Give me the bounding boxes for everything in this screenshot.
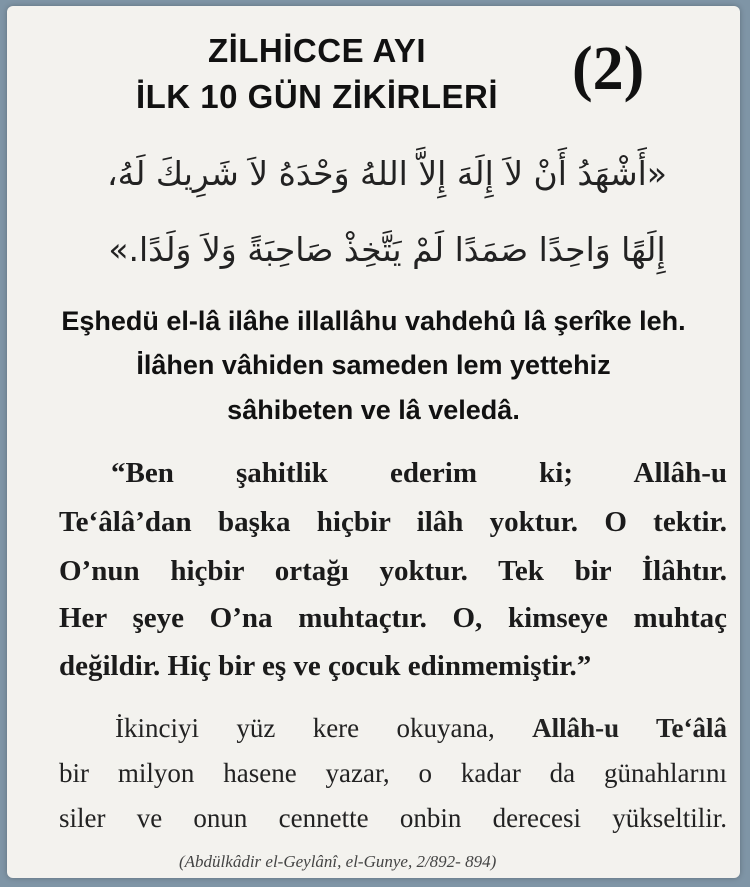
virtue-line-1-text: İkinciyi yüz kere okuyana, bbox=[115, 713, 533, 743]
transliteration-line-1: Eşhedü el-lâ ilâhe illallâhu vahdehû lâ şerîke leh. bbox=[61, 306, 686, 336]
zikir-card bbox=[7, 6, 740, 878]
meaning-line-1: “Ben şahitlik ederim ki; Allâh-u bbox=[111, 457, 727, 489]
title-line-2: İLK 10 GÜN ZİKİRLERİ bbox=[135, 78, 499, 115]
virtue-line-2: bir milyon hasene yazar, o kadar da günahlarını bbox=[59, 758, 727, 788]
zikir-number: (2) bbox=[572, 35, 645, 103]
transliteration-line-2: İlâhen vâhiden sameden lem yettehiz bbox=[136, 350, 611, 380]
title-line-1: ZİLHİCCE AYI bbox=[207, 32, 427, 69]
virtue-line-1-emphasis: Allâh-u Te‘âlâ bbox=[532, 713, 728, 743]
virtue-line-1 bbox=[115, 713, 727, 744]
meaning-line-3: O’nun hiçbir ortağı yoktur. Tek bir İlâhtır. bbox=[59, 555, 727, 587]
meaning-line-2: Te‘âlâ’dan başka hiçbir ilâh yoktur. O tektir. bbox=[59, 506, 727, 538]
meaning-line-4: Her şeye O’na muhtaçtır. O, kimseye muhtaç bbox=[59, 602, 727, 634]
arabic-text-line-2: إِلَهًا وَاحِدًا صَمَدًا لَمْ يَتَّخِذْ صَاحِبَةً وَلاَ وَلَدًا.» bbox=[108, 230, 666, 269]
meaning-line-5: değildir. Hiç bir eş ve çocuk edinmemiştir.” bbox=[59, 650, 592, 682]
arabic-text-line-1: «أَشْهَدُ أَنْ لاَ إِلَهَ إِلاَّ اللهُ وَحْدَهُ لاَ شَرِيكَ لَهُ، bbox=[107, 154, 667, 193]
source-citation: (Abdülkâdir el-Geylânî, el-Gunye, 2/892- 894) bbox=[179, 852, 497, 871]
virtue-line-3: siler ve onun cennette onbin derecesi yükseltilir. bbox=[59, 803, 727, 833]
transliteration-line-3: sâhibeten ve lâ veledâ. bbox=[227, 395, 520, 425]
